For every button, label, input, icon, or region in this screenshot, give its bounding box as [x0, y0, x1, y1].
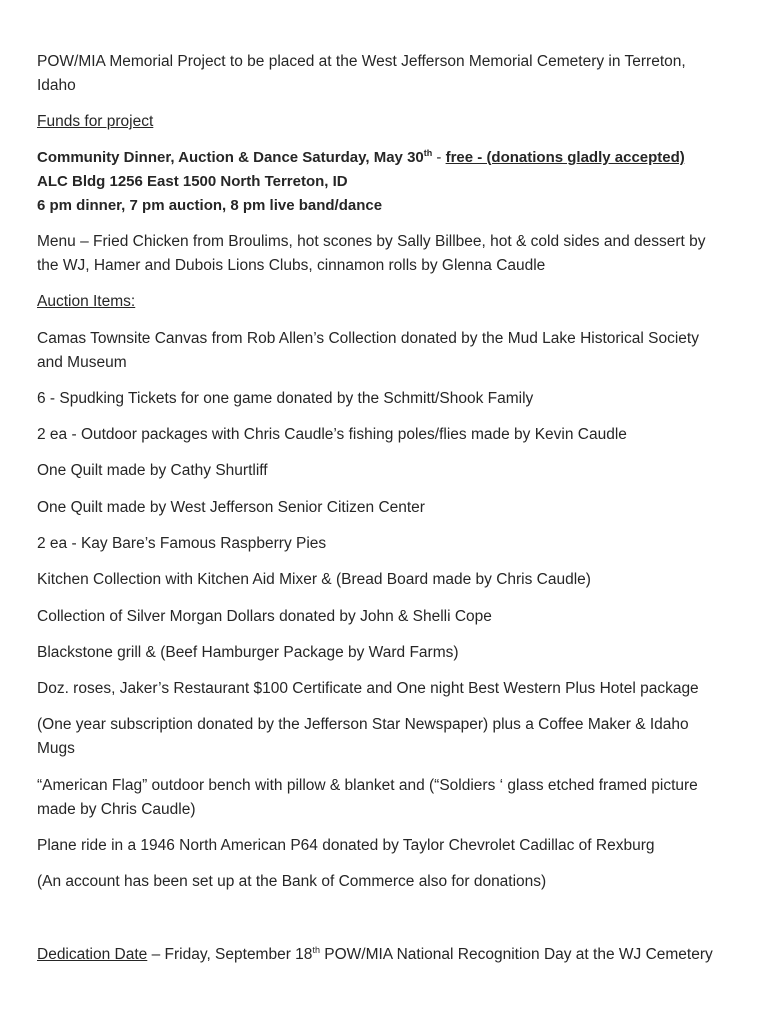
event-title-separator: - — [432, 149, 446, 166]
auction-item-bench-line-2: made by Chris Caudle) — [37, 801, 196, 818]
auction-item-spudking: 6 - Spudking Tickets for one game donated by the Schmitt/Shook Family — [37, 390, 534, 407]
dedication-text-prefix: – Friday, September 18 — [147, 946, 313, 963]
funds-heading: Funds for project — [37, 113, 154, 130]
dedication-line — [37, 943, 749, 967]
event-date-suffix: th — [423, 148, 433, 158]
dedication-date-suffix: th — [312, 944, 320, 955]
event-schedule: 6 pm dinner, 7 pm auction, 8 pm live band/dance — [37, 197, 383, 214]
dedication-text-suffix: POW/MIA National Recognition Day at the WJ Cemetery — [319, 946, 713, 963]
auction-item-blackstone: Blackstone grill & (Beef Hamburger Package by Ward Farms) — [37, 644, 459, 661]
auction-item-subscription-line-1: (One year subscription donated by the Jefferson Star Newspaper) plus a Coffee Maker & Idaho — [37, 716, 689, 733]
intro-text-line-1: POW/MIA Memorial Project to be placed at the West Jefferson Memorial Cemetery in Terreton, — [37, 53, 686, 70]
auction-items-heading: Auction Items: — [37, 293, 136, 310]
auction-item-pies: 2 ea - Kay Bare’s Famous Raspberry Pies — [37, 535, 327, 552]
auction-item-subscription-line-2: Mugs — [37, 740, 75, 757]
auction-item-plane: Plane ride in a 1946 North American P64 donated by Taylor Chevrolet Cadillac of Rexburg — [37, 837, 655, 854]
event-title-line — [37, 146, 749, 170]
donation-account-note: (An account has been set up at the Bank of Commerce also for donations) — [37, 873, 547, 890]
menu-text-line-1: Menu – Fried Chicken from Broulims, hot scones by Sally Billbee, hot & cold sides and dessert by — [37, 233, 706, 250]
auction-item-quilt-1: One Quilt made by Cathy Shurtliff — [37, 462, 268, 479]
auction-item-roses: Doz. roses, Jaker’s Restaurant $100 Certificate and One night Best Western Plus Hotel package — [37, 680, 699, 697]
menu-text-line-2: the WJ, Hamer and Dubois Lions Clubs, cinnamon rolls by Glenna Caudle — [37, 257, 546, 274]
auction-item-outdoor: 2 ea - Outdoor packages with Chris Caudle’s fishing poles/flies made by Kevin Caudle — [37, 426, 627, 443]
intro-text-line-2: Idaho — [37, 77, 76, 94]
free-donations-note: free - (donations gladly accepted) — [445, 149, 685, 166]
event-location: ALC Bldg 1256 East 1500 North Terreton, ID — [37, 173, 348, 190]
event-title-text: Community Dinner, Auction & Dance Saturday, May 30 — [37, 149, 424, 166]
auction-item-quilt-2: One Quilt made by West Jefferson Senior Citizen Center — [37, 499, 425, 516]
auction-item-camas-line-1: Camas Townsite Canvas from Rob Allen’s Collection donated by the Mud Lake Historical Society — [37, 330, 699, 347]
auction-item-bench-line-1: “American Flag” outdoor bench with pillow & blanket and (“Soldiers ‘ glass etched framed picture — [37, 777, 698, 794]
auction-item-silver: Collection of Silver Morgan Dollars donated by John & Shelli Cope — [37, 608, 492, 625]
dedication-date-label: Dedication Date — [37, 946, 148, 963]
auction-item-kitchen: Kitchen Collection with Kitchen Aid Mixer & (Bread Board made by Chris Caudle) — [37, 571, 591, 588]
auction-item-camas-line-2: and Museum — [37, 354, 127, 371]
